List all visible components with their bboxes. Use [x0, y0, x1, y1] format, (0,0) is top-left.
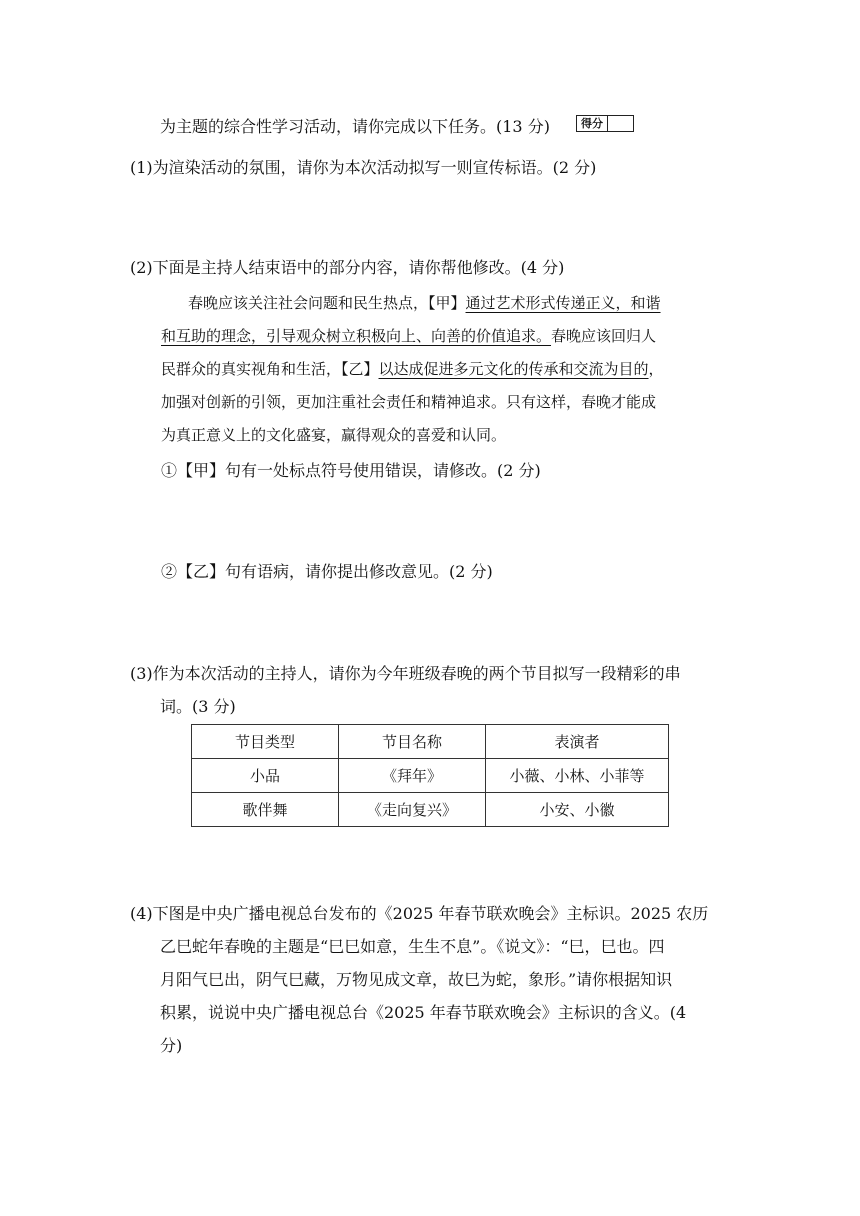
sentence-yi: 以达成促进多元文化的传承和交流为目的	[378, 360, 649, 378]
passage-line-4: 加强对创新的引领，更加注重社会责任和精神追求。只有这样，春晚才能成	[161, 393, 657, 411]
score-box	[576, 115, 634, 132]
question-2-sub-2: ②【乙】句有语病，请你提出修改意见。(2 分)	[161, 562, 493, 581]
question-4-line-5: 分)	[160, 1036, 183, 1055]
header-performers: 表演者	[486, 725, 669, 759]
passage-l1-a: 春晚应该关注社会问题和民生热点，【甲】	[188, 294, 466, 312]
passage-l3-b: ，	[648, 360, 664, 378]
question-4-line-1: (4)下图是中央广播电视总台发布的《2025 年春节联欢晚会》主标识。2025 农历	[130, 904, 709, 923]
table-cell: 小薇、小林、小菲等	[486, 759, 669, 793]
question-4-line-3: 月阳气巳出，阴气巳藏，万物见成文章，故巳为蛇，象形。”请你根据知识	[160, 970, 673, 989]
header-program-name: 节目名称	[339, 725, 486, 759]
table-row	[192, 759, 669, 793]
table-cell: 《走向复兴》	[339, 793, 486, 827]
score-label: 得分	[577, 116, 608, 131]
question-3-line-2: 词。(3 分)	[160, 697, 236, 716]
question-4-line-2: 乙巳蛇年春晚的主题是“巳巳如意，生生不息”。《说文》：“巳，巳也。四	[160, 937, 665, 956]
header-program-type: 节目类型	[192, 725, 339, 759]
question-1: (1)为渲染活动的氛围，请你为本次活动拟写一则宣传标语。(2 分)	[130, 158, 597, 177]
table-cell: 小安、小徽	[486, 793, 669, 827]
table-cell: 《拜年》	[339, 759, 486, 793]
score-entry[interactable]	[608, 116, 633, 131]
passage-line-1	[188, 292, 661, 314]
question-2: (2)下面是主持人结束语中的部分内容，请你帮他修改。(4 分)	[130, 258, 565, 277]
program-table	[191, 724, 669, 827]
question-3-line-1: (3)作为本次活动的主持人，请你为今年班级春晚的两个节目拟写一段精彩的串	[130, 664, 681, 683]
sentence-jia-part-1: 通过艺术形式传递正义，和谐	[465, 294, 661, 312]
passage-l2-b: 春晚应该回归人	[551, 327, 657, 345]
passage-l3-a: 民群众的真实视角和生活，【乙】	[161, 360, 379, 378]
passage-line-5: 为真正意义上的文化盛宴，赢得观众的喜爱和认同。	[161, 426, 507, 444]
question-2-sub-1: ①【甲】句有一处标点符号使用错误，请修改。(2 分)	[161, 461, 541, 480]
sentence-jia-part-2: 和互助的理念，引导观众树立积极向上、向善的价值追求。	[161, 327, 552, 345]
table-row	[192, 793, 669, 827]
table-cell: 小品	[192, 759, 339, 793]
intro-text: 为主题的综合性学习活动，请你完成以下任务。(13 分)	[160, 117, 550, 136]
passage-line-2	[161, 325, 656, 347]
table-cell: 歌伴舞	[192, 793, 339, 827]
question-4-line-4: 积累，说说中央广播电视总台《2025 年春节联欢晚会》主标识的含义。(4	[160, 1003, 687, 1022]
passage-line-3	[161, 358, 664, 380]
table-header-row	[192, 725, 669, 759]
